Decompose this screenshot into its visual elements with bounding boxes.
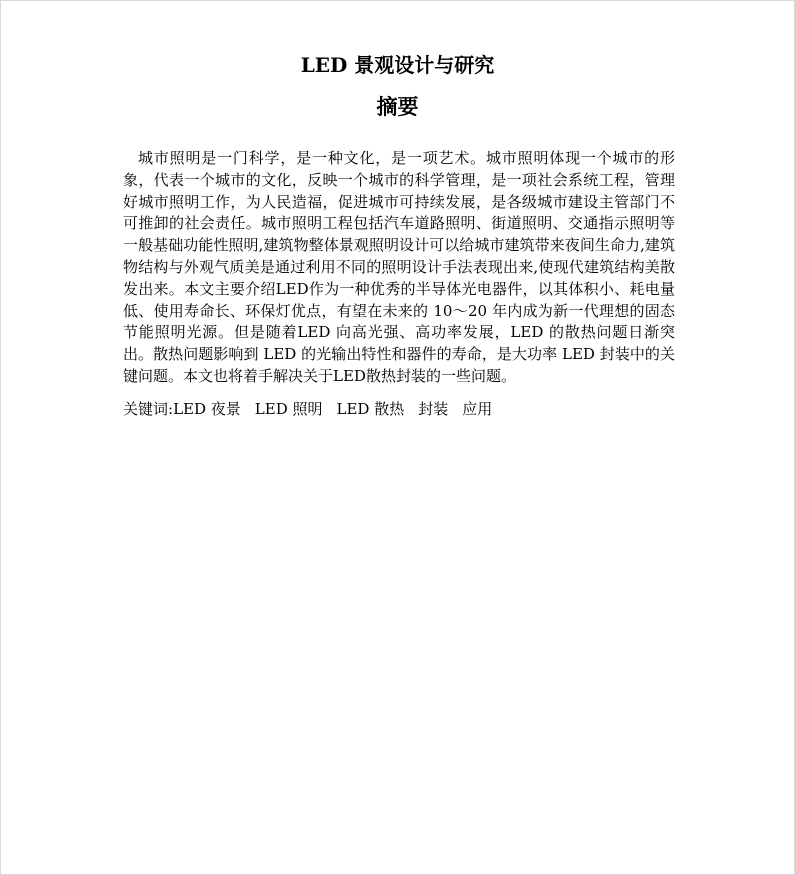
keyword-item: LED 夜景 bbox=[173, 400, 241, 418]
keyword-item: 封装 bbox=[418, 400, 449, 418]
keywords-line bbox=[123, 398, 683, 420]
keyword-item: LED 散热 bbox=[336, 400, 405, 418]
keyword-item: LED 照明 bbox=[254, 400, 323, 418]
abstract-heading: 摘要 bbox=[376, 94, 419, 119]
document-title: LED 景观设计与研究 bbox=[300, 53, 495, 77]
keywords-label: 关键词: bbox=[123, 400, 174, 418]
keyword-item: 应用 bbox=[462, 400, 493, 418]
abstract-body: 城市照明是一门科学，是一种文化，是一项艺术。城市照明体现一个城市的形象，代表一个城市的文化，反映一个城市的科学管理，是一项社会系统工程，管理好城市照明工作，为人民造福，促进城市可持续发展，是各级城市建设主管部门不可推卸的社会责任。城市照明工程包括汽车道路照明、街道照明、交通指示照明等一般基础功能性照明,建筑物整体景观照明设计可以给城市建筑带来夜间生命力,建筑物结构与外观气质美是通过利用不同的照明设计手法表现出来,使现代建筑结构美散发出来。本文主要介绍LED作为一种优秀的半导体光电器件，以其体积小、耗电量低、使用寿命长、环保灯优点，有望在未来的 10～20 年内成为新一代理想的固态节能照明光源。但是随着LED 向高光强、高功率发展，LED 的散热问题日渐突出。散热问题影响到 LED 的光输出特性和器件的寿命，是大功率 LED 封装中的关键问题。本文也将着手解决关于LED散热封装的一些问题。 bbox=[123, 149, 675, 385]
